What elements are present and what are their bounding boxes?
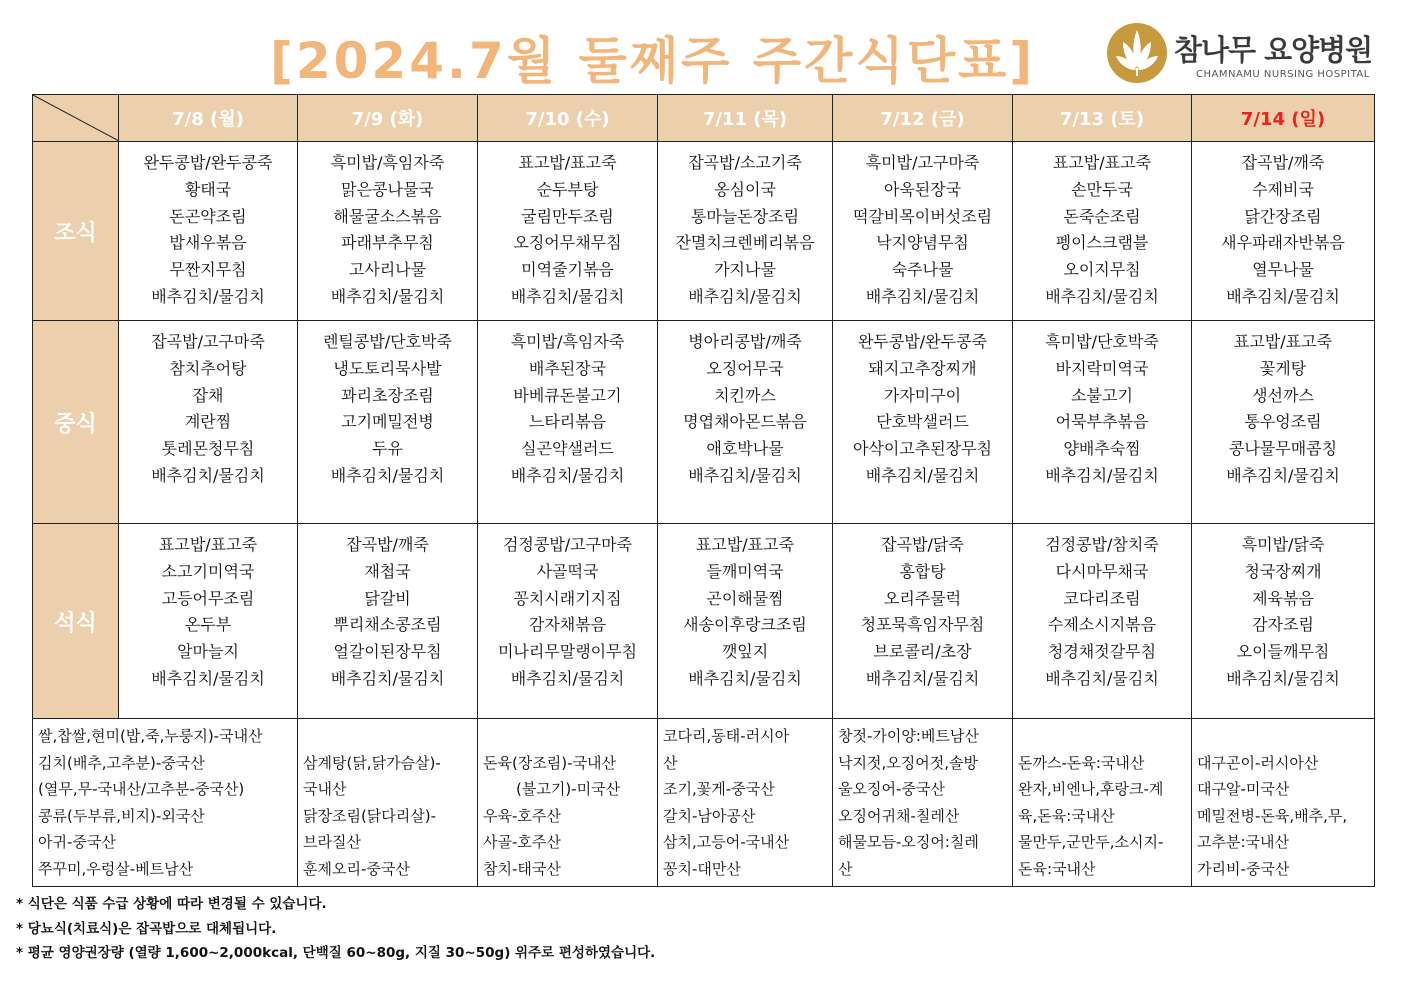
breakfast-row [33, 142, 1375, 321]
menu-item: 사골떡국 [536, 561, 599, 581]
menu-item: 오이들깨무침 [1236, 642, 1330, 662]
menu-item: 배추김치/물김치 [1226, 286, 1340, 306]
origin-line: 육,돈육:국내산 [1018, 806, 1115, 825]
menu-item: 옹심이국 [714, 179, 776, 199]
meal-label-lunch: 중식 [33, 321, 119, 524]
origin-line: 훈제오리-중국산 [303, 859, 410, 878]
menu-item: 가자미구이 [883, 385, 962, 405]
menu-item: 검정콩밥/참치죽 [1045, 535, 1159, 554]
menu-item: 통마늘돈장조림 [690, 206, 800, 226]
menu-item: 배추김치/물김치 [330, 668, 445, 688]
menu-item: 고등어무조림 [161, 588, 255, 608]
menu-item: 배추김치/물김치 [510, 465, 625, 485]
menu-item: 황태국 [184, 179, 232, 199]
menu-item: 완두콩밥/완두콩죽 [143, 153, 273, 172]
menu-item: 닭간장조림 [1244, 206, 1322, 226]
menu-item: 잡곡밥/소고기죽 [688, 153, 802, 172]
menu-item: 느타리볶음 [528, 412, 607, 432]
menu-item: 얼갈이된장무침 [333, 642, 442, 662]
menu-item: 온두부 [184, 615, 232, 635]
menu-item: 오징어무채무침 [513, 233, 622, 253]
notes-section [16, 892, 655, 966]
menu-item: 홍합탕 [899, 561, 946, 581]
origin-cell [1013, 719, 1192, 887]
menu-item: 잔멸치크렌베리볶음 [675, 233, 815, 253]
origin-row [33, 719, 1375, 887]
hospital-name: 참나무 요양병원 [1174, 33, 1373, 67]
origin-line: 완자,비엔나,후랑크-계 [1018, 780, 1164, 798]
day-header: 7/13 (토) [1013, 95, 1192, 142]
menu-cell [658, 321, 833, 524]
origin-line: 콩류(두부류,비지)-외국산 [38, 806, 205, 825]
menu-cell [658, 524, 833, 719]
menu-item: 브로콜리/초장 [873, 642, 972, 662]
note-line: * 당뇨식(치료식)은 잡곡밥으로 대체됩니다. [16, 920, 277, 937]
menu-item: 닭갈비 [364, 588, 411, 608]
origin-cell [1192, 719, 1375, 887]
dinner-row [33, 524, 1375, 719]
menu-item: 표고밥/표고죽 [1233, 332, 1333, 351]
menu-item: 참치추어탕 [169, 358, 247, 378]
menu-item: 표고밥/표고죽 [1052, 153, 1152, 172]
menu-item: 잡채 [192, 385, 224, 405]
menu-cell [833, 321, 1013, 524]
origin-line: 조기,꽃게-중국산 [663, 780, 775, 798]
menu-item: 실곤약샐러드 [521, 439, 614, 459]
menu-item: 청국장찌개 [1244, 561, 1322, 581]
menu-item: 잡곡밥/닭죽 [881, 535, 964, 554]
origin-line: 낙지젓,오징어젓,솔방 [838, 753, 978, 772]
menu-item: 재첩국 [364, 561, 411, 581]
origin-line: 오징어귀채-칠레산 [838, 806, 960, 825]
menu-item: 숙주나물 [891, 260, 954, 280]
menu-cell [478, 321, 658, 524]
menu-item: 배추김치/물김치 [510, 668, 625, 688]
menu-item: 흑미밥/닭죽 [1241, 535, 1325, 554]
menu-cell [119, 321, 298, 524]
menu-item: 배추김치/물김치 [330, 465, 445, 485]
origin-line: 삼치,고등어-국내산 [663, 833, 790, 851]
menu-item: 배추김치/물김치 [865, 286, 980, 306]
menu-item: 청포묵흑임자무침 [860, 615, 985, 635]
origin-line: 국내산 [303, 780, 347, 798]
page-title: [2024.7월 둘째주 주간식단표] [270, 32, 1036, 90]
origin-line: 대구알-미국산 [1197, 780, 1290, 798]
origin-cell [478, 719, 658, 887]
origin-line: 가리비-중국산 [1197, 859, 1290, 878]
note-line: * 식단은 식품 수급 상황에 따라 변경될 수 있습니다. [16, 896, 327, 912]
menu-item: 돈죽순조림 [1063, 206, 1141, 226]
origin-line: 코다리,동태-러시아 [663, 727, 790, 745]
menu-item: 미역줄기볶음 [521, 260, 614, 280]
menu-item: 배추김치/물김치 [151, 286, 265, 306]
menu-item: 배추김치/물김치 [151, 668, 265, 688]
hospital-logo [1106, 22, 1373, 88]
menu-item: 열무나물 [1252, 260, 1314, 280]
menu-item: 수제소시지볶음 [1047, 615, 1157, 635]
day-header: 7/12 (금) [833, 95, 1013, 142]
origin-line: (불고기)-미국산 [516, 780, 621, 798]
origin-line: 참치-태국산 [483, 859, 561, 878]
menu-cell [658, 142, 833, 321]
menu-item: 아욱된장국 [883, 179, 962, 199]
origin-line [483, 723, 653, 750]
origin-line: 고추분:국내산 [1197, 833, 1289, 851]
origin-line: 김치(배추,고추분)-중국산 [38, 753, 205, 772]
day-header-row [33, 95, 1375, 142]
origin-line: 꽁치-대만산 [663, 859, 741, 878]
origin-line: 쭈꾸미,우렁살-베트남산 [38, 859, 194, 878]
menu-item: 굴림만두조림 [521, 206, 614, 226]
menu-item: 꽃게탕 [1259, 358, 1307, 378]
menu-item: 낙지양념무침 [876, 233, 969, 253]
menu-item: 흑미밥/단호박죽 [1045, 332, 1159, 351]
menu-item: 바지락미역국 [1055, 358, 1149, 378]
menu-item: 배추김치/물김치 [688, 668, 802, 688]
menu-cell [833, 524, 1013, 719]
menu-item: 오징어무국 [706, 358, 784, 378]
menu-item: 치킨까스 [714, 385, 776, 405]
menu-item: 잡곡밥/깨죽 [346, 535, 429, 554]
menu-item: 소불고기 [1071, 385, 1133, 405]
menu-item: 검정콩밥/고구마죽 [502, 535, 633, 554]
menu-cell [1192, 321, 1375, 524]
menu-item: 다시마무채국 [1055, 561, 1149, 581]
menu-cell [1192, 142, 1375, 321]
origin-line: 대구곤이-러시아산 [1197, 753, 1319, 772]
menu-item: 배추김치/물김치 [330, 286, 445, 306]
menu-item: 완두콩밥/완두콩죽 [857, 332, 988, 351]
menu-item: 깻잎지 [721, 642, 769, 662]
menu-item: 떡갈비목이버섯조림 [852, 206, 993, 226]
menu-item: 배추김치/물김치 [1226, 465, 1340, 485]
meal-label-dinner: 석식 [33, 524, 119, 719]
origin-line: 아귀-중국산 [38, 833, 116, 851]
day-header: 7/8 (월) [119, 95, 298, 142]
menu-item: 배추김치/물김치 [1045, 668, 1159, 688]
origin-line: 사골-호주산 [483, 833, 561, 851]
lunch-row [33, 321, 1375, 524]
menu-item: 고기메밀전병 [341, 412, 434, 432]
menu-item: 표고밥/표고죽 [158, 535, 258, 554]
menu-cell [298, 524, 478, 719]
menu-item: 돈곤약조림 [169, 206, 247, 226]
menu-item: 들깨미역국 [706, 561, 784, 581]
menu-item: 해물굴소스볶음 [333, 206, 442, 226]
menu-item: 감자채볶음 [528, 615, 607, 635]
meal-label-breakfast: 조식 [33, 142, 119, 321]
menu-item: 밥새우볶음 [169, 233, 247, 253]
menu-item: 새송이후랑크조림 [683, 615, 807, 635]
menu-item: 뿌리채소콩조림 [333, 615, 442, 635]
menu-item: 펭이스크램블 [1055, 233, 1149, 253]
menu-cell [1013, 524, 1192, 719]
origin-line: 해물모듬-오징어:칠레 [838, 833, 979, 851]
menu-item: 표고밥/표고죽 [518, 153, 617, 172]
menu-item: 애호박나물 [706, 439, 784, 459]
menu-item: 파래부추무침 [341, 233, 434, 253]
origin-line: 돈육:국내산 [1018, 859, 1096, 878]
menu-item: 배추김치/물김치 [865, 465, 980, 485]
hospital-english-name: CHAMNAMU NURSING HOSPITAL [1196, 69, 1370, 80]
menu-item: 배추김치/물김치 [151, 465, 265, 485]
menu-item: 잡곡밥/깨죽 [1241, 153, 1325, 172]
corner-cell [33, 95, 119, 142]
menu-item: 양배추숙찜 [1063, 439, 1141, 459]
origin-line: 닭장조림(닭다리살)- [303, 806, 437, 825]
menu-item: 돼지고추장찌개 [868, 358, 977, 378]
origin-line: 산 [838, 859, 853, 878]
origin-line [1197, 723, 1370, 750]
menu-item: 아삭이고추된장무침 [852, 439, 993, 459]
menu-item: 순두부탕 [536, 179, 599, 199]
menu-item: 흑미밥/고구마죽 [865, 153, 980, 172]
menu-item: 흑미밥/흑임자죽 [510, 332, 625, 351]
origin-line: (열무,무-국내산/고추분-중국산) [38, 780, 245, 798]
menu-item: 고사리나물 [348, 260, 427, 280]
menu-item: 배추김치/물김치 [688, 286, 802, 306]
origin-line: 갈치-남아공산 [663, 806, 756, 825]
menu-item: 생선까스 [1252, 385, 1314, 405]
origin-line: 돈까스-돈육:국내산 [1018, 753, 1145, 772]
menu-item: 곤이해물찜 [706, 588, 784, 608]
menu-item: 미나리무말랭이무침 [497, 642, 638, 662]
menu-item: 어묵부추볶음 [1055, 412, 1149, 432]
menu-item: 계란찜 [184, 412, 232, 432]
menu-item: 바베큐돈불고기 [513, 385, 622, 405]
menu-item: 단호박샐러드 [876, 412, 969, 432]
origin-line: 물만두,군만두,소시지- [1018, 833, 1164, 851]
menu-item: 수제비국 [1252, 179, 1314, 199]
diagonal-line [33, 95, 119, 141]
menu-item: 렌틸콩밥/단호박죽 [322, 332, 453, 351]
origin-line: 창젓-가이양:베트남산 [838, 727, 979, 745]
origin-cell [658, 719, 833, 887]
day-header-sunday: 7/14 (일) [1192, 95, 1375, 142]
origin-line: 우육-호주산 [483, 806, 561, 825]
day-header: 7/11 (목) [658, 95, 833, 142]
menu-item: 배추김치/물김치 [1045, 286, 1159, 306]
origin-line: 삼계탕(닭,닭가슴살)- [303, 753, 441, 772]
menu-cell [119, 524, 298, 719]
menu-item: 냉도토리묵사발 [333, 358, 442, 378]
menu-item: 소고기미역국 [161, 561, 255, 581]
menu-item: 배추김치/물김치 [688, 465, 802, 485]
menu-cell [478, 524, 658, 719]
menu-cell [298, 321, 478, 524]
menu-cell [833, 142, 1013, 321]
origin-cell [298, 719, 478, 887]
menu-item: 맑은콩나물국 [341, 179, 434, 199]
menu-item: 두유 [372, 439, 403, 459]
menu-item: 코다리조림 [1063, 588, 1141, 608]
origin-line: 쌀,찹쌀,현미(밥,죽,누룽지)-국내산 [38, 727, 263, 745]
origin-line: 브라질산 [303, 833, 361, 851]
menu-item: 감자조림 [1252, 615, 1314, 635]
origin-line: 울오징어-중국산 [838, 780, 945, 798]
menu-cell [119, 142, 298, 321]
menu-item: 흑미밥/흑임자죽 [330, 153, 445, 172]
origin-line [303, 723, 473, 750]
menu-item: 꽈리초장조림 [341, 385, 434, 405]
menu-cell [298, 142, 478, 321]
menu-item: 명엽채아몬드볶음 [683, 412, 807, 432]
menu-item: 꽁치시래기지짐 [513, 588, 622, 608]
menu-item: 통우엉조림 [1244, 412, 1322, 432]
menu-item: 새우파래자반볶음 [1221, 233, 1345, 253]
menu-cell [478, 142, 658, 321]
origin-line: 산 [663, 753, 678, 772]
menu-item: 톳레몬청무침 [161, 439, 255, 459]
menu-item: 가지나물 [714, 260, 776, 280]
menu-item: 배추김치/물김치 [865, 668, 980, 688]
menu-item: 배추김치/물김치 [1045, 465, 1159, 485]
menu-item: 알마늘지 [177, 642, 239, 662]
day-header: 7/10 (수) [478, 95, 658, 142]
menu-item: 손만두국 [1071, 179, 1133, 199]
menu-item: 오이지무침 [1063, 260, 1141, 280]
origin-cell [33, 719, 298, 887]
origin-line: 돈육(장조림)-국내산 [483, 753, 617, 772]
menu-item: 청경채젓갈무침 [1047, 642, 1157, 662]
menu-item: 배추김치/물김치 [1226, 668, 1340, 688]
menu-item: 병아리콩밥/깨죽 [688, 332, 802, 351]
origin-cell [833, 719, 1013, 887]
menu-cell [1013, 321, 1192, 524]
menu-item: 무짠지무침 [169, 260, 247, 280]
origin-line: 메밀전병-돈육,배추,무, [1197, 806, 1348, 825]
menu-cell [1192, 524, 1375, 719]
weekly-menu-table [32, 94, 1375, 887]
menu-item: 배추김치/물김치 [510, 286, 625, 306]
hospital-emblem-icon [1106, 22, 1168, 84]
origin-line [1018, 723, 1187, 750]
note-line: * 평균 영양권장량 (열량 1,600~2,000kcal, 단백질 60~80g, 지질 30~50g) 위주로 편성하였습니다. [16, 945, 656, 961]
menu-item: 오리주물럭 [883, 588, 962, 608]
menu-item: 잡곡밥/고구마죽 [151, 332, 265, 351]
menu-item: 콩나물무매콤칭 [1228, 439, 1338, 459]
menu-item: 배추된장국 [528, 358, 607, 378]
menu-item: 표고밥/표고죽 [695, 535, 795, 554]
day-header: 7/9 (화) [298, 95, 478, 142]
menu-item: 제육볶음 [1252, 588, 1314, 608]
menu-cell [1013, 142, 1192, 321]
